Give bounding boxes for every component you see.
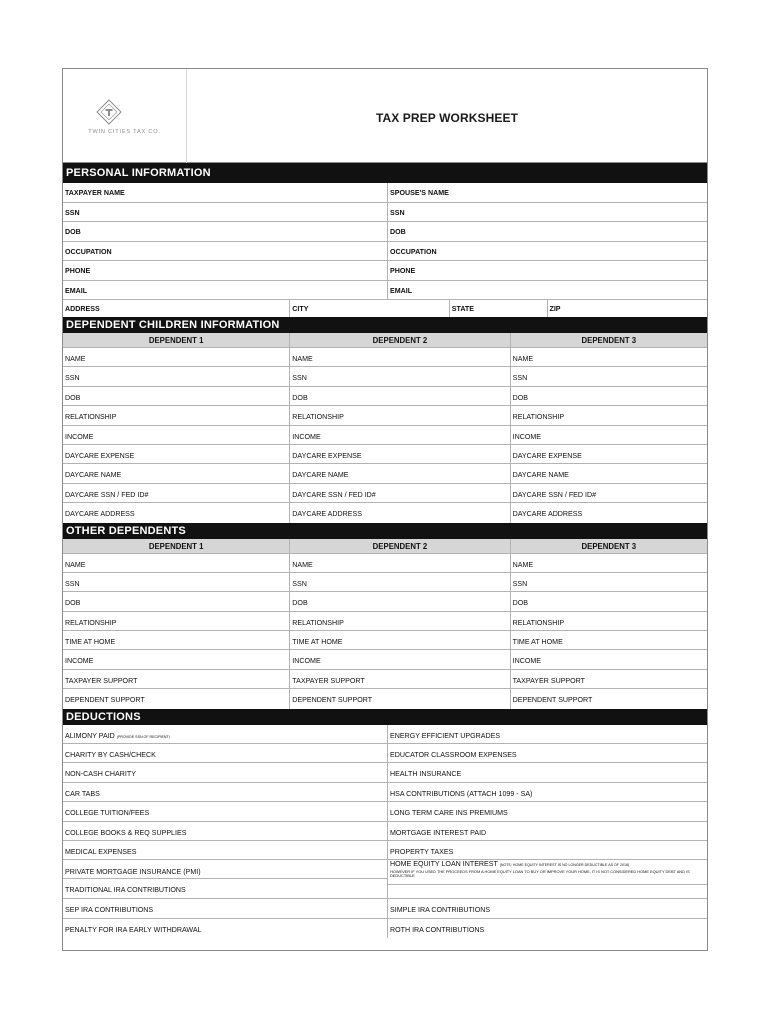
table-row <box>63 650 707 669</box>
deduction-field[interactable]: HSA CONTRIBUTIONS (ATTACH 1099 - SA) <box>390 789 533 798</box>
table-row <box>63 822 707 841</box>
deduction-field[interactable]: TRADITIONAL IRA CONTRIBUTIONS <box>65 886 186 895</box>
deduction-group <box>63 860 388 898</box>
dependent-3-field[interactable]: INCOME <box>512 432 541 441</box>
dependent-2-field[interactable]: SSN <box>290 573 510 591</box>
dependent-2-field[interactable]: NAME <box>290 348 510 366</box>
alimony-paid-field[interactable] <box>63 725 388 743</box>
dependent-2-field[interactable]: RELATIONSHIP <box>290 406 510 424</box>
zip-field[interactable]: ZIP <box>549 305 561 313</box>
dependent-1-field[interactable]: RELATIONSHIP <box>63 612 290 630</box>
dependent-2-field[interactable]: SSN <box>290 367 510 385</box>
deduction-field[interactable]: EDUCATOR CLASSROOM EXPENSES <box>390 751 517 760</box>
table-row <box>63 802 707 821</box>
dependent-2-field[interactable]: DAYCARE EXPENSE <box>290 445 510 463</box>
table-row <box>63 484 707 503</box>
dependent-1-field[interactable]: INCOME <box>63 426 290 444</box>
dependent-1-field[interactable]: DOB <box>63 592 290 610</box>
dependent-1-field[interactable]: RELATIONSHIP <box>63 406 290 424</box>
dependent-2-field[interactable]: RELATIONSHIP <box>290 612 510 630</box>
dependent-1-field[interactable]: DEPENDENT SUPPORT <box>63 689 290 708</box>
other-dependents-table <box>63 554 707 709</box>
column-header: DEPENDENT 2 <box>290 333 510 347</box>
table-row <box>63 554 707 573</box>
dependent-3-field[interactable]: TIME AT HOME <box>512 638 563 647</box>
alimony-note: (PROVIDE SSN OF RECIPIENT) <box>116 734 170 739</box>
company-logo <box>63 69 187 163</box>
column-header: DEPENDENT 3 <box>581 336 637 345</box>
table-row <box>63 689 707 708</box>
dependent-1-field[interactable]: DAYCARE NAME <box>63 464 290 482</box>
table-row <box>63 860 707 899</box>
section-deductions: DEDUCTIONS <box>63 709 707 725</box>
taxpayer-phone-field[interactable]: PHONE <box>63 261 388 280</box>
dependent-1-field[interactable]: TAXPAYER SUPPORT <box>63 670 290 688</box>
spouse-ssn-field[interactable]: SSN <box>390 208 405 217</box>
deduction-field[interactable]: LONG TERM CARE INS PREMIUMS <box>390 809 508 818</box>
deduction-field[interactable]: PROPERTY TAXES <box>390 847 454 856</box>
table-row <box>63 367 707 386</box>
logo-diamond-icon <box>96 99 122 125</box>
dependent-3-field[interactable]: DOB <box>512 599 528 608</box>
table-row <box>63 300 707 317</box>
dependent-children-table <box>63 348 707 523</box>
dependent-2-field[interactable]: TIME AT HOME <box>290 631 510 649</box>
dependent-3-field[interactable]: TAXPAYER SUPPORT <box>512 676 586 685</box>
spouse-email-field[interactable]: EMAIL <box>390 286 413 295</box>
table-row <box>63 406 707 425</box>
deduction-field[interactable]: COLLEGE TUITION/FEES <box>63 802 388 820</box>
state-field[interactable]: STATE <box>450 300 548 317</box>
table-row <box>63 426 707 445</box>
taxpayer-occupation-field[interactable]: OCCUPATION <box>63 242 388 261</box>
dependent-1-field[interactable]: SSN <box>63 573 290 591</box>
table-row <box>63 919 707 938</box>
table-row <box>63 503 707 522</box>
spouse-name-field[interactable]: SPOUSE'S NAME <box>390 189 449 197</box>
deduction-field[interactable]: PENALTY FOR IRA EARLY WITHDRAWAL <box>63 919 388 938</box>
city-field[interactable]: CITY <box>290 300 450 317</box>
dependent-3-field[interactable]: RELATIONSHIP <box>512 413 565 422</box>
table-row <box>63 203 707 223</box>
dependent-2-field[interactable]: DOB <box>290 387 510 405</box>
section-dependent-children: DEPENDENT CHILDREN INFORMATION <box>63 317 707 333</box>
dependent-1-field[interactable]: NAME <box>63 348 290 366</box>
dependent-3-field[interactable]: DOB <box>512 393 528 402</box>
deduction-field[interactable]: COLLEGE BOOKS & REQ SUPPLIES <box>63 822 388 840</box>
dependent-2-field[interactable]: DAYCARE NAME <box>290 464 510 482</box>
deduction-field[interactable]: ROTH IRA CONTRIBUTIONS <box>390 925 485 934</box>
dependent-1-field[interactable]: SSN <box>63 367 290 385</box>
deduction-field[interactable]: SEP IRA CONTRIBUTIONS <box>63 899 388 917</box>
dependent-1-field[interactable]: NAME <box>63 554 290 572</box>
home-equity-detail: HOWEVER IF YOU USED THE PROCEEDS FROM A HOME EQUITY LOAN TO BUY OR IMPROVE YOUR HOME, IT IS NOT CONSIDERED HOME EQUITY DEBT AND IS DEDUCTIBLE <box>389 868 690 879</box>
dependent-2-field[interactable]: DOB <box>290 592 510 610</box>
dependent-1-field[interactable]: INCOME <box>63 650 290 668</box>
dependent-3-field[interactable]: DAYCARE NAME <box>512 471 569 480</box>
table-row <box>63 242 707 262</box>
table-row <box>63 183 707 203</box>
dependent-2-field[interactable]: DAYCARE SSN / FED ID# <box>290 484 510 502</box>
table-row <box>63 783 707 802</box>
taxpayer-dob-field[interactable]: DOB <box>63 222 388 241</box>
dependent-3-field[interactable]: NAME <box>512 560 534 569</box>
personal-information-table <box>63 183 707 317</box>
table-row <box>63 281 707 301</box>
table-row <box>63 841 707 860</box>
table-row <box>63 261 707 281</box>
table-row <box>63 725 707 744</box>
column-header: DEPENDENT 1 <box>63 539 290 553</box>
worksheet-header <box>63 69 707 163</box>
spouse-dob-field[interactable]: DOB <box>390 228 406 236</box>
dependent-3-field[interactable]: SSN <box>512 374 528 383</box>
deduction-field[interactable]: HEALTH INSURANCE <box>390 770 462 779</box>
column-header: DEPENDENT 2 <box>290 539 510 553</box>
dependent-3-field[interactable]: DAYCARE EXPENSE <box>512 451 582 460</box>
taxpayer-email-field[interactable]: EMAIL <box>63 281 388 300</box>
section-personal-information: PERSONAL INFORMATION <box>63 163 707 183</box>
dependent-2-field[interactable]: INCOME <box>290 650 510 668</box>
dependent-children-column-headers <box>63 333 707 348</box>
dependent-3-field[interactable]: DAYCARE SSN / FED ID# <box>512 490 597 499</box>
dependent-2-field[interactable]: TAXPAYER SUPPORT <box>290 670 510 688</box>
tax-worksheet <box>62 68 708 951</box>
table-row <box>63 573 707 592</box>
dependent-2-field[interactable]: INCOME <box>290 426 510 444</box>
deduction-field[interactable]: CHARITY BY CASH/CHECK <box>63 744 388 762</box>
table-row <box>63 744 707 763</box>
table-row <box>63 445 707 464</box>
page-title: TAX PREP WORKSHEET <box>375 111 519 125</box>
address-field[interactable]: ADDRESS <box>63 300 290 317</box>
spouse-phone-field[interactable]: PHONE <box>390 267 416 275</box>
table-row <box>63 631 707 650</box>
table-row <box>63 899 707 918</box>
alimony-label: ALIMONY PAID <box>65 731 115 740</box>
dependent-3-field[interactable]: DAYCARE ADDRESS <box>512 510 583 519</box>
section-other-dependents: OTHER DEPENDENTS <box>63 523 707 539</box>
table-row <box>63 763 707 782</box>
spouse-occupation-field[interactable]: OCCUPATION <box>390 247 437 256</box>
deductions-table <box>63 725 707 938</box>
deduction-field[interactable]: MORTGAGE INTEREST PAID <box>390 828 487 837</box>
dependent-1-field[interactable]: DAYCARE EXPENSE <box>63 445 290 463</box>
dependent-3-field[interactable]: INCOME <box>512 657 541 666</box>
table-row <box>63 222 707 242</box>
deduction-field[interactable]: NON-CASH CHARITY <box>63 763 388 781</box>
taxpayer-ssn-field[interactable]: SSN <box>63 203 388 222</box>
dependent-1-field[interactable]: DOB <box>63 387 290 405</box>
table-row <box>63 348 707 367</box>
dependent-3-field[interactable]: DEPENDENT SUPPORT <box>512 696 593 705</box>
table-row <box>63 592 707 611</box>
dependent-2-field[interactable]: DAYCARE ADDRESS <box>290 503 510 522</box>
other-dependents-column-headers <box>63 539 707 554</box>
column-header: DEPENDENT 1 <box>63 333 290 347</box>
deduction-field[interactable]: ENERGY EFFICIENT UPGRADES <box>390 731 501 740</box>
table-row <box>63 464 707 483</box>
dependent-2-field[interactable]: NAME <box>290 554 510 572</box>
company-name: TWIN CITIES TAX CO. <box>88 129 161 135</box>
table-row <box>63 612 707 631</box>
home-equity-label: HOME EQUITY LOAN INTEREST <box>389 860 498 869</box>
deduction-field[interactable]: SIMPLE IRA CONTRIBUTIONS <box>390 906 491 915</box>
dependent-1-field[interactable]: TIME AT HOME <box>63 631 290 649</box>
dependent-2-field[interactable]: DEPENDENT SUPPORT <box>290 689 510 708</box>
dependent-1-field[interactable]: DAYCARE ADDRESS <box>63 503 290 522</box>
deduction-field[interactable]: PRIVATE MORTGAGE INSURANCE (PMI) <box>63 860 387 879</box>
taxpayer-name-field[interactable]: TAXPAYER NAME <box>63 183 388 202</box>
deduction-field[interactable]: CAR TABS <box>63 783 388 801</box>
dependent-3-field[interactable]: RELATIONSHIP <box>512 618 565 627</box>
home-equity-note: (NOTE: HOME EQUITY INTEREST IS NO LONGER DEDUCTIBLE AS OF 2018) <box>499 863 630 868</box>
dependent-3-field[interactable]: NAME <box>512 355 534 363</box>
deduction-field[interactable]: MEDICAL EXPENSES <box>63 841 388 859</box>
dependent-1-field[interactable]: DAYCARE SSN / FED ID# <box>63 484 290 502</box>
table-row <box>63 387 707 406</box>
column-header: DEPENDENT 3 <box>581 541 637 551</box>
dependent-3-field[interactable]: SSN <box>512 579 528 588</box>
home-equity-interest-field[interactable] <box>388 860 707 885</box>
table-row <box>63 670 707 689</box>
